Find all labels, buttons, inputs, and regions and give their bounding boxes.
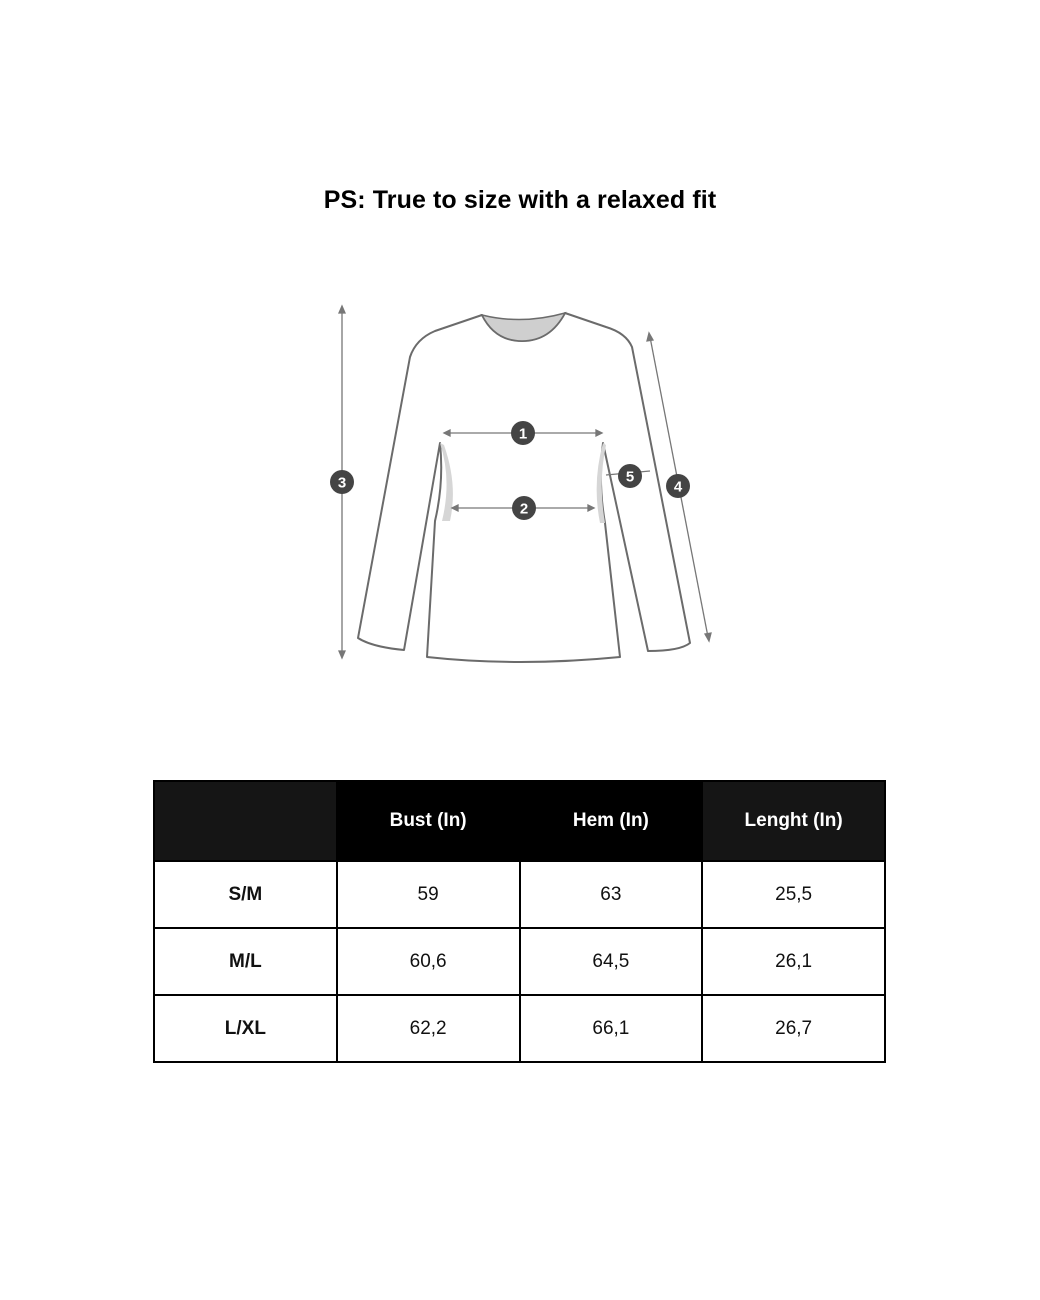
header-empty — [154, 781, 337, 861]
size-cell: L/XL — [154, 995, 337, 1062]
measure-lines — [339, 306, 711, 658]
sweater-measurement-diagram — [310, 295, 730, 675]
header-bust: Bust (In) — [337, 781, 520, 861]
size-cell: S/M — [154, 861, 337, 928]
marker-4 — [666, 474, 690, 498]
table-row — [154, 928, 885, 995]
marker-2 — [512, 496, 536, 520]
svg-text:5: 5 — [625, 468, 635, 486]
hem-cell: 63 — [520, 861, 703, 928]
length-cell: 25,5 — [702, 861, 885, 928]
table-header-row — [154, 781, 885, 861]
size-cell: M/L — [154, 928, 337, 995]
svg-text:4: 4 — [673, 478, 683, 496]
bust-cell: 60,6 — [337, 928, 520, 995]
svg-text:2: 2 — [519, 500, 529, 518]
svg-text:1: 1 — [518, 425, 528, 443]
size-chart-table — [153, 780, 886, 1063]
hem-cell: 66,1 — [520, 995, 703, 1062]
header-hem: Hem (In) — [520, 781, 703, 861]
bust-cell: 62,2 — [337, 995, 520, 1062]
neckline — [482, 313, 565, 341]
table-row — [154, 995, 885, 1062]
length-cell: 26,1 — [702, 928, 885, 995]
side-shade-left — [440, 443, 453, 521]
length-cell: 26,7 — [702, 995, 885, 1062]
marker-1 — [511, 421, 535, 445]
header-length: Lenght (In) — [702, 781, 885, 861]
svg-text:3: 3 — [337, 474, 347, 492]
marker-3 — [330, 470, 354, 494]
bust-cell: 59 — [337, 861, 520, 928]
marker-5 — [618, 464, 642, 488]
hem-cell: 64,5 — [520, 928, 703, 995]
page-title: PS: True to size with a relaxed fit — [323, 186, 717, 214]
sweater-outline — [358, 313, 690, 662]
table-row — [154, 861, 885, 928]
